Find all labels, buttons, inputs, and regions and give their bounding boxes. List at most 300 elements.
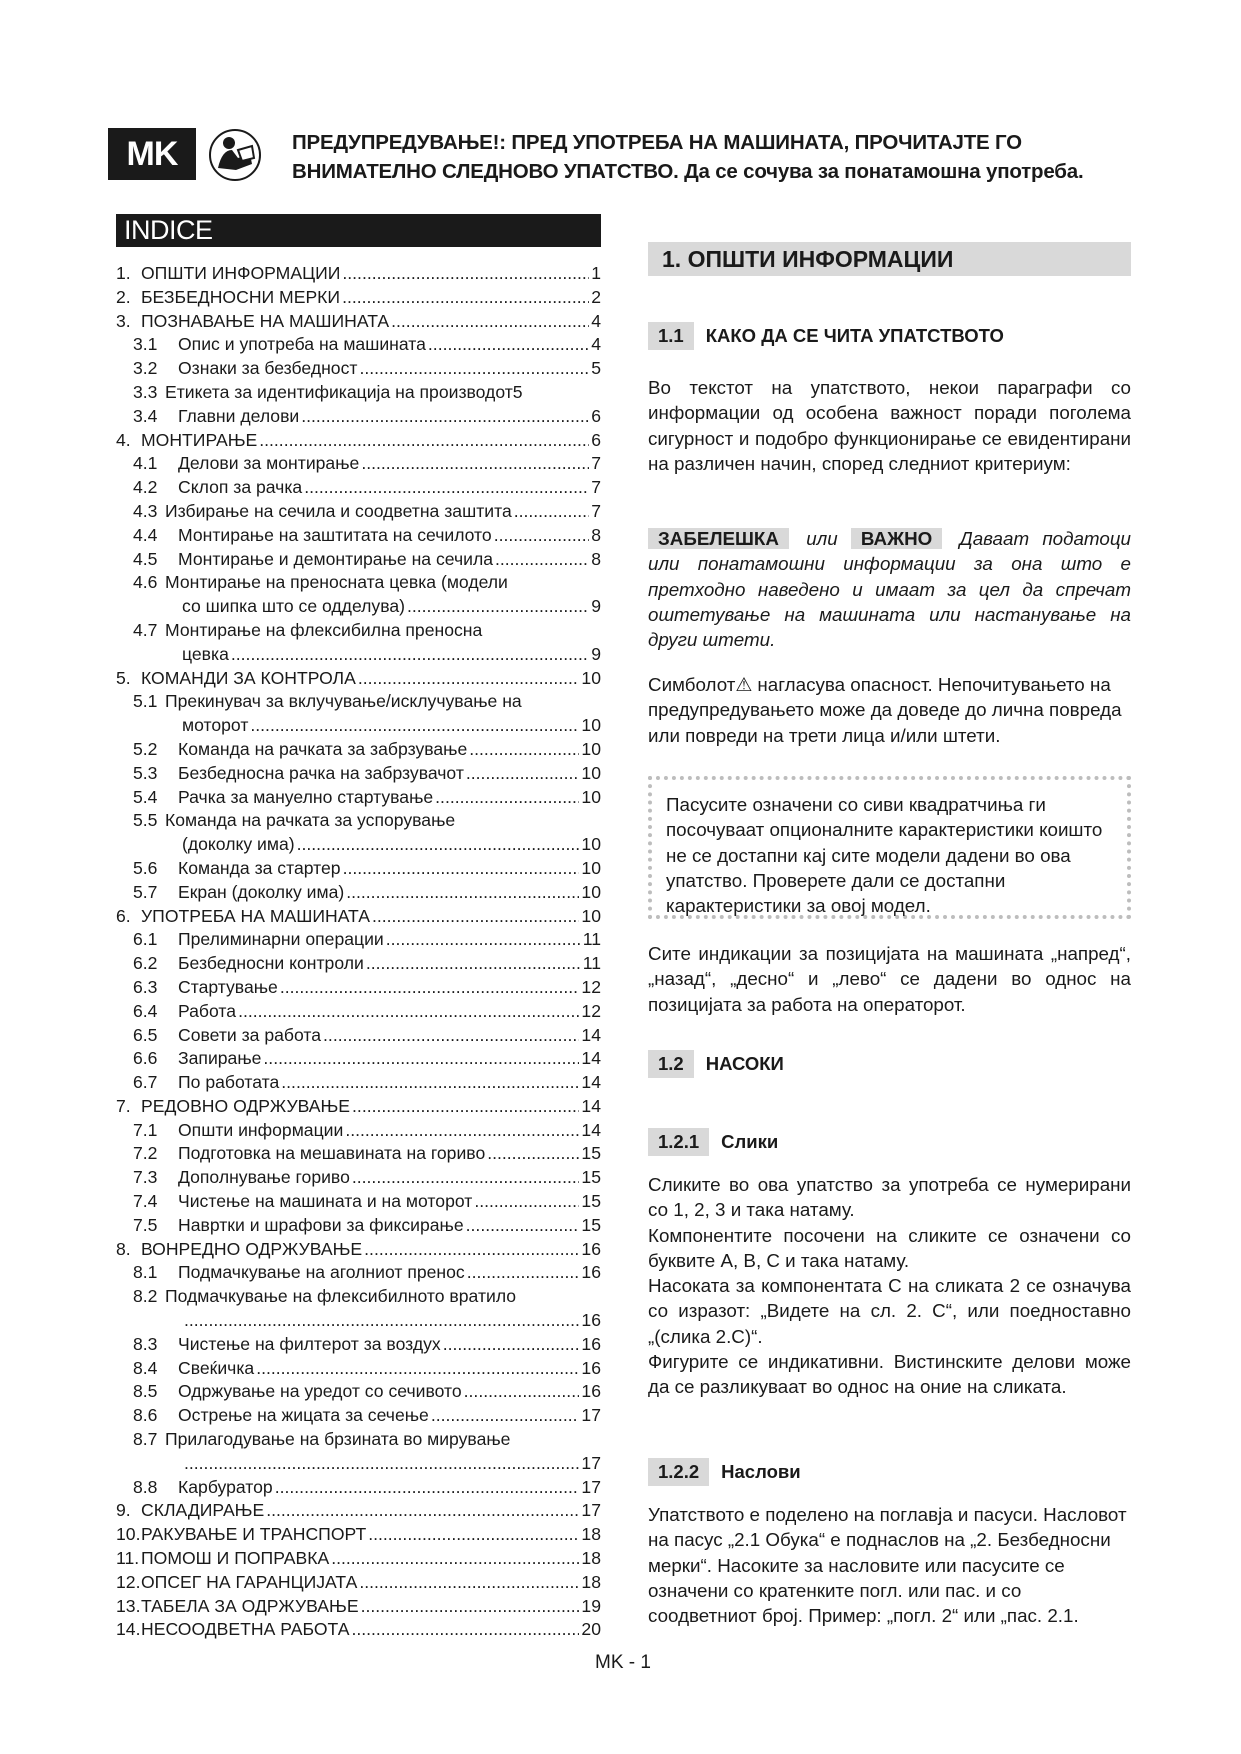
toc-entry[interactable] bbox=[116, 1238, 601, 1262]
toc-title: По работата bbox=[178, 1072, 280, 1093]
toc-title: Острење на жицата за сечење bbox=[178, 1405, 429, 1426]
toc-title: INDICE bbox=[116, 214, 601, 247]
toc-leader bbox=[256, 1357, 579, 1381]
toc-entry[interactable] bbox=[116, 952, 601, 976]
components-text: Компонентите посочени на сликите се означени со буквите А, B, C и така натаму. bbox=[648, 1224, 1131, 1271]
toc-entry[interactable] bbox=[116, 1476, 601, 1500]
toc-title: Запирање bbox=[178, 1048, 262, 1069]
toc-title: Избирање на сечила и соодветна заштита bbox=[165, 500, 512, 521]
toc-leader bbox=[358, 667, 580, 691]
toc-page: 2 bbox=[591, 286, 601, 307]
toc-entry[interactable] bbox=[116, 1261, 601, 1285]
toc-entry[interactable] bbox=[116, 881, 601, 905]
toc-entry[interactable] bbox=[116, 1285, 601, 1333]
toc-number: 5.5 bbox=[133, 810, 158, 831]
toc-title: ПОЗНАВАЊЕ НА МАШИНАТА bbox=[141, 310, 390, 331]
toc-page: 18 bbox=[581, 1524, 601, 1545]
toc-title: Опис и употреба на машината bbox=[178, 334, 426, 355]
toc-page: 16 bbox=[581, 1333, 601, 1354]
toc-title: Монтирање на заштитата на сечилото bbox=[178, 524, 492, 545]
toc-number: 6.2 bbox=[133, 953, 158, 974]
warn-prefix: Симболот bbox=[648, 674, 736, 695]
toc-leader bbox=[343, 857, 580, 881]
toc-number: 3.3 bbox=[133, 381, 158, 402]
heading-number: 1.2.2 bbox=[648, 1458, 709, 1486]
toc-leader bbox=[280, 976, 580, 1000]
toc-number: 8.4 bbox=[133, 1357, 158, 1378]
toc-page: 11 bbox=[582, 953, 601, 974]
toc-entry[interactable] bbox=[116, 928, 601, 952]
toc-title: Команда за стартер bbox=[178, 857, 341, 878]
language-badge: MK bbox=[108, 128, 196, 180]
toc-leader bbox=[443, 1333, 580, 1357]
toc-title: НЕСООДВЕТНА РАБОТА bbox=[141, 1619, 350, 1640]
toc-title: Прилагодување на брзината во мирување bbox=[165, 1429, 511, 1450]
toc-number: 5.7 bbox=[133, 881, 158, 902]
toc-page: 14 bbox=[581, 1072, 601, 1093]
toc-entry[interactable] bbox=[116, 809, 601, 857]
toc-title: Совети за работа bbox=[178, 1024, 322, 1045]
toc-page: 17 bbox=[581, 1476, 601, 1497]
toc-entry[interactable] bbox=[116, 1071, 601, 1095]
toc-leader bbox=[266, 1499, 579, 1523]
figures-paragraphs bbox=[648, 1172, 1131, 1400]
read-manual-icon bbox=[208, 128, 262, 182]
toc-entry[interactable] bbox=[116, 1119, 601, 1143]
toc-number: 7.2 bbox=[133, 1143, 158, 1164]
toc-number: 3.4 bbox=[133, 405, 158, 426]
toc-entry[interactable] bbox=[116, 452, 601, 476]
toc-entry[interactable] bbox=[116, 286, 601, 310]
toc-title: Прелиминарни операции bbox=[178, 929, 384, 950]
heading-title: НАСОКИ bbox=[705, 1053, 784, 1074]
toc-number: 6.3 bbox=[133, 976, 158, 997]
toc-title: Дополнување гориво bbox=[178, 1167, 350, 1188]
toc-leader bbox=[259, 429, 589, 453]
toc-title: Делови за монтирање bbox=[178, 453, 360, 474]
figures-text: Сликите во ова упатство за употреба се нумерирани со 1, 2, 3 и така натаму. bbox=[648, 1174, 1131, 1221]
toc-number: 8.1 bbox=[133, 1262, 158, 1283]
toc-leader bbox=[342, 262, 589, 286]
section-heading-1-2-2 bbox=[648, 1458, 801, 1486]
note-paragraph bbox=[648, 526, 1131, 656]
toc-title: Главни делови bbox=[178, 405, 300, 426]
toc-number: 2. bbox=[116, 286, 131, 307]
toc-entry[interactable] bbox=[116, 357, 601, 381]
section-heading-1: 1. ОПШТИ ИНФОРМАЦИИ bbox=[648, 242, 1131, 276]
toc-entry[interactable] bbox=[116, 1000, 601, 1024]
toc-page: 14 bbox=[581, 1048, 601, 1069]
toc-number: 7.5 bbox=[133, 1214, 158, 1235]
toc-title: КОМАНДИ ЗА КОНТРОЛА bbox=[141, 667, 356, 688]
heading-title: Наслови bbox=[721, 1461, 801, 1482]
toc-entry[interactable] bbox=[116, 667, 601, 691]
danger-paragraph bbox=[648, 672, 1131, 748]
toc-number: 3. bbox=[116, 310, 131, 331]
toc-leader bbox=[514, 500, 589, 524]
toc-title: СКЛАДИРАЊЕ bbox=[141, 1500, 265, 1521]
toc-leader bbox=[351, 1618, 579, 1642]
toc-entry[interactable] bbox=[116, 1047, 601, 1071]
toc-leader bbox=[364, 1238, 579, 1262]
toc-number: 4.7 bbox=[133, 619, 158, 640]
toc-page: 16 bbox=[581, 1310, 601, 1331]
toc-title: Екран (доколку има) bbox=[178, 881, 345, 902]
toc-entry[interactable] bbox=[116, 1523, 601, 1547]
toc-page: 19 bbox=[581, 1595, 601, 1616]
toc-number: 5.1 bbox=[133, 691, 158, 712]
toc-page: 16 bbox=[581, 1357, 601, 1378]
toc-number: 10. bbox=[116, 1524, 141, 1545]
toc-entry[interactable] bbox=[116, 1024, 601, 1048]
toc-entry[interactable] bbox=[116, 310, 601, 334]
toc-leader bbox=[368, 1523, 579, 1547]
toc-title: Свеќичка bbox=[178, 1357, 255, 1378]
toc-title: БЕЗБЕДНОСНИ МЕРКИ bbox=[141, 286, 341, 307]
toc-leader bbox=[352, 1095, 579, 1119]
heading-title: КАКО ДА СЕ ЧИТА УПАТСТВОТО bbox=[705, 325, 1004, 346]
toc-page: 10 bbox=[581, 667, 601, 688]
toc-number: 7.4 bbox=[133, 1191, 158, 1212]
toc-title: РАКУВАЊЕ И ТРАНСПОРТ bbox=[141, 1524, 367, 1545]
toc-leader bbox=[275, 1476, 580, 1500]
toc-leader bbox=[407, 595, 589, 619]
toc-number: 1. bbox=[116, 263, 131, 283]
toc-title: Безбедносни контроли bbox=[178, 953, 364, 974]
toc-page: 5 bbox=[512, 381, 523, 402]
toc-title: Карбуратор bbox=[178, 1476, 273, 1497]
toc-page: 5 bbox=[591, 358, 601, 379]
toc-number: 6.1 bbox=[133, 929, 158, 950]
toc-title: Прекинувач за вклучување/исклучување на bbox=[165, 691, 522, 712]
toc-entry[interactable] bbox=[116, 976, 601, 1000]
toc-title: Работа bbox=[178, 1000, 237, 1021]
note-text: Даваат податоци или понатамошни информации за она што е претходно наведено и имаат за цел да спречат оштетување на машината или настанување на други штети. bbox=[648, 528, 1131, 651]
toc-title-cont: со шипка што се одделува) bbox=[182, 596, 405, 617]
toc-entry[interactable] bbox=[116, 429, 601, 453]
toc-number: 8.5 bbox=[133, 1381, 158, 1402]
toc-page: 10 bbox=[581, 762, 601, 783]
toc-leader bbox=[469, 738, 579, 762]
reference-text: Насоката за компонентата C на сликата 2 се означува со изразот: „Видете на сл. 2. C“, или поедноставно „(слика 2.C)“. bbox=[648, 1275, 1131, 1347]
toc-entry[interactable] bbox=[116, 786, 601, 810]
note-or: или bbox=[792, 528, 851, 549]
section-heading-1-1 bbox=[648, 322, 1004, 350]
toc-leader bbox=[487, 1142, 579, 1166]
toc-title: ОПШТИ ИНФОРМАЦИИ bbox=[141, 263, 341, 283]
toc-page: 7 bbox=[591, 477, 601, 498]
toc-leader bbox=[366, 952, 581, 976]
toc-page: 7 bbox=[591, 453, 601, 474]
toc-page: 15 bbox=[581, 1214, 601, 1235]
toc-title: Монтирање на флексибилна преносна bbox=[165, 619, 483, 640]
toc-leader bbox=[431, 1404, 580, 1428]
toc-title: Ознаки за безбедност bbox=[178, 358, 358, 379]
toc-page: 15 bbox=[581, 1191, 601, 1212]
toc-page: 16 bbox=[581, 1381, 601, 1402]
toc-leader bbox=[467, 1261, 580, 1285]
toc-page: 15 bbox=[581, 1143, 601, 1164]
section-heading-1-2-1 bbox=[648, 1128, 778, 1156]
positions-paragraph: Сите индикации за позицијата на машината „напред“, „назад“, „десно“ и „лево“ се дадени во однос на позицијата за работа на операторот. bbox=[648, 943, 1131, 1015]
toc-number: 5.4 bbox=[133, 786, 158, 807]
toc-entry[interactable] bbox=[116, 1380, 601, 1404]
toc-page: 6 bbox=[591, 429, 601, 450]
heading-number: 1.1 bbox=[648, 322, 694, 350]
toc-leader bbox=[386, 928, 581, 952]
toc-page: 14 bbox=[581, 1119, 601, 1140]
toc-number: 5.6 bbox=[133, 857, 158, 878]
toc-page: 10 bbox=[581, 881, 601, 902]
toc-entry[interactable] bbox=[116, 333, 601, 357]
toc-leader bbox=[250, 714, 579, 738]
toc-page: 10 bbox=[581, 786, 601, 807]
toc-entry[interactable] bbox=[116, 476, 601, 500]
toc-title: ОПСЕГ НА ГАРАНЦИЈАТА bbox=[141, 1571, 358, 1592]
toc-number: 7. bbox=[116, 1095, 131, 1116]
toc-number: 3.2 bbox=[133, 358, 158, 379]
toc-page: 20 bbox=[581, 1619, 601, 1640]
toc-page: 10 bbox=[581, 738, 601, 759]
toc-leader bbox=[345, 1119, 579, 1143]
toc-title: Навртки и шрафови за фиксирање bbox=[178, 1214, 464, 1235]
warning-rest: Да се сочува за понатамошна употреба. bbox=[678, 160, 1084, 183]
toc-title-cont: цевка bbox=[182, 643, 229, 664]
toc-leader bbox=[361, 1595, 580, 1619]
toc-number: 5.3 bbox=[133, 762, 158, 783]
toc-leader bbox=[428, 333, 589, 357]
toc-title: Подмачкување на аголниот пренос bbox=[178, 1262, 465, 1283]
toc-page: 8 bbox=[591, 524, 601, 545]
toc-page: 18 bbox=[581, 1548, 601, 1569]
toc-number: 6.7 bbox=[133, 1072, 158, 1093]
toc-entry[interactable] bbox=[116, 1357, 601, 1381]
toc-title: Одржување на уредот со сечивото bbox=[178, 1381, 462, 1402]
toc-page: 17 bbox=[581, 1452, 601, 1473]
toc-title: Етикета за идентификација на производот bbox=[165, 381, 513, 402]
toc-page: 6 bbox=[591, 405, 601, 426]
toc-leader bbox=[466, 1214, 580, 1238]
section-heading-1-2 bbox=[648, 1050, 784, 1078]
toc-entry[interactable] bbox=[116, 571, 601, 619]
toc-page: 8 bbox=[591, 548, 601, 569]
toc-leader bbox=[466, 762, 580, 786]
toc-page: 17 bbox=[581, 1405, 601, 1426]
toc-entry[interactable] bbox=[116, 619, 601, 667]
toc-number: 5. bbox=[116, 667, 131, 688]
toc-entry[interactable] bbox=[116, 1571, 601, 1595]
toc-leader bbox=[184, 1452, 579, 1476]
heading-number: 1.2.1 bbox=[648, 1128, 709, 1156]
toc-leader bbox=[359, 357, 589, 381]
heading-title: Слики bbox=[721, 1131, 779, 1152]
toc-number: 6. bbox=[116, 905, 131, 926]
toc-title: ПОМОШ И ПОПРАВКА bbox=[141, 1548, 330, 1569]
important-tag: ВАЖНО bbox=[851, 528, 942, 549]
toc-title: Подготовка на мешавината на гориво bbox=[178, 1143, 486, 1164]
toc-entry[interactable] bbox=[116, 262, 601, 286]
toc-page: 1 bbox=[591, 263, 601, 283]
toc-leader bbox=[352, 1166, 580, 1190]
toc-leader bbox=[346, 881, 579, 905]
toc-leader bbox=[301, 405, 589, 429]
toc-title: Стартување bbox=[178, 976, 278, 997]
toc-entry[interactable] bbox=[116, 1166, 601, 1190]
toc-entry[interactable] bbox=[116, 1618, 601, 1642]
toc-number: 8.6 bbox=[133, 1405, 158, 1426]
toc-entry[interactable] bbox=[116, 1333, 601, 1357]
toc-number: 11. bbox=[116, 1548, 140, 1569]
toc-leader bbox=[391, 310, 589, 334]
toc-page: 9 bbox=[591, 596, 601, 617]
toc-number: 4.1 bbox=[133, 453, 158, 474]
toc-entry[interactable] bbox=[116, 500, 601, 524]
toc-entry[interactable] bbox=[116, 690, 601, 738]
toc-title: Монтирање и демонтирање на сечила bbox=[178, 548, 493, 569]
toc-title: МОНТИРАЊЕ bbox=[141, 429, 258, 450]
toc-page: 14 bbox=[581, 1095, 601, 1116]
toc-number: 8.2 bbox=[133, 1286, 158, 1307]
toc-entry[interactable] bbox=[116, 1142, 601, 1166]
toc-page: 10 bbox=[581, 715, 601, 736]
toc-entry[interactable] bbox=[116, 1595, 601, 1619]
toc-number: 8.8 bbox=[133, 1476, 158, 1497]
toc-page: 7 bbox=[591, 500, 601, 521]
toc-entry[interactable] bbox=[116, 905, 601, 929]
toc-entry[interactable] bbox=[116, 857, 601, 881]
toc-entry[interactable] bbox=[116, 1214, 601, 1238]
table-of-contents bbox=[116, 262, 601, 1642]
toc-page: 18 bbox=[581, 1571, 601, 1592]
toc-title: Рачка за мануелно стартување bbox=[178, 786, 434, 807]
toc-entry[interactable] bbox=[116, 738, 601, 762]
page-number: MK - 1 bbox=[595, 1652, 651, 1673]
toc-number: 8.3 bbox=[133, 1333, 158, 1354]
toc-number: 6.4 bbox=[133, 1000, 158, 1021]
toc-number: 12. bbox=[116, 1571, 141, 1592]
toc-entry[interactable] bbox=[116, 1499, 601, 1523]
toc-title: Безбедносна рачка на забрзувачот bbox=[178, 762, 464, 783]
toc-page: 15 bbox=[581, 1167, 601, 1188]
warning-bold: ПРЕДУПРЕДУВАЊЕ!: ПРЕД УПОТРЕБА НА МАШИНАТА, ПРОЧИТАЈТЕ ГО ВНИМАТЕЛНО СЛЕДНОВО УПАТСТВО. bbox=[292, 131, 1022, 183]
toc-leader bbox=[331, 1547, 579, 1571]
toc-page: 10 bbox=[581, 834, 601, 855]
toc-title: Склоп за рачка bbox=[178, 477, 303, 498]
toc-number: 7.1 bbox=[133, 1119, 158, 1140]
toc-number: 4.5 bbox=[133, 548, 158, 569]
toc-page: 14 bbox=[581, 1024, 601, 1045]
toc-number: 4.2 bbox=[133, 477, 158, 498]
optional-features-box: Пасусите означени со сиви квадратчиња ги посочуваат опционалните карактеристики коишто не се достапни кај сите модели дадени во ова упатство. Проверете дали се достапни карактеристики за овој модел. bbox=[648, 776, 1131, 919]
toc-leader bbox=[435, 786, 579, 810]
titles-paragraph: Упатството е поделено на поглавја и пасуси. Насловот на пасус „2.1 Обука“ е поднаслов на „2. Безбедносни мерки“. Насоките за насловите или пасусите се означени со кратенките погл. или пас. и со соодветниот број. Пример: „погл. 2“ или „пас. 2.1. bbox=[648, 1504, 1127, 1627]
toc-leader bbox=[342, 286, 589, 310]
toc-entry[interactable] bbox=[116, 1404, 601, 1428]
toc-entry[interactable] bbox=[116, 1190, 601, 1214]
toc-number: 14. bbox=[116, 1619, 141, 1640]
toc-leader bbox=[372, 905, 579, 929]
toc-page: 10 bbox=[581, 905, 601, 926]
toc-entry[interactable] bbox=[116, 1428, 601, 1476]
toc-page: 12 bbox=[581, 1000, 601, 1021]
note-tag: ЗАБЕЛЕШКА bbox=[648, 528, 789, 549]
toc-number: 6.6 bbox=[133, 1048, 158, 1069]
toc-number: 13. bbox=[116, 1595, 141, 1616]
toc-title: Подмачкување на флексибилното вратило bbox=[165, 1286, 517, 1307]
toc-title-cont: (доколку има) bbox=[182, 834, 295, 855]
toc-entry[interactable] bbox=[116, 405, 601, 429]
toc-number: 4.3 bbox=[133, 500, 158, 521]
toc-title: Општи информации bbox=[178, 1119, 344, 1140]
toc-leader bbox=[281, 1071, 579, 1095]
toc-number: 4.4 bbox=[133, 524, 158, 545]
toc-leader bbox=[495, 548, 589, 572]
toc-number: 6.5 bbox=[133, 1024, 158, 1045]
toc-leader bbox=[359, 1571, 579, 1595]
toc-leader bbox=[238, 1000, 579, 1024]
safety-warning bbox=[292, 128, 1152, 186]
toc-title: Команда на рачката за успорување bbox=[165, 810, 456, 831]
toc-leader bbox=[323, 1024, 579, 1048]
toc-page: 4 bbox=[591, 310, 601, 331]
toc-number: 7.3 bbox=[133, 1167, 158, 1188]
toc-entry[interactable] bbox=[116, 1547, 601, 1571]
heading-number: 1.2 bbox=[648, 1050, 694, 1078]
toc-page: 11 bbox=[582, 929, 601, 950]
toc-page: 12 bbox=[581, 976, 601, 997]
toc-title: Чистење на машината и на моторот bbox=[178, 1191, 473, 1212]
toc-leader bbox=[474, 1190, 579, 1214]
toc-number: 3.1 bbox=[133, 334, 158, 355]
toc-number: 8. bbox=[116, 1238, 131, 1259]
toc-page: 9 bbox=[591, 643, 601, 664]
toc-page: 16 bbox=[581, 1262, 601, 1283]
toc-page: 16 bbox=[581, 1238, 601, 1259]
toc-title: Монтирање на преносната цевка (модели bbox=[165, 572, 508, 593]
toc-page: 4 bbox=[591, 334, 601, 355]
toc-title: УПОТРЕБА НА МАШИНАТА bbox=[141, 905, 370, 926]
toc-title: Чистење на филтерот за воздух bbox=[178, 1333, 441, 1354]
toc-number: 5.2 bbox=[133, 738, 158, 759]
toc-number: 4. bbox=[116, 429, 131, 450]
warn-text: нагласува опасност. Непочитувањето на предупредувањето може да доведе до лична повреда или повреди на трети лица и/или штети. bbox=[648, 674, 1122, 746]
toc-leader bbox=[464, 1380, 580, 1404]
toc-entry[interactable] bbox=[116, 381, 601, 405]
toc-page: 10 bbox=[581, 857, 601, 878]
toc-title: РЕДОВНО ОДРЖУВАЊЕ bbox=[141, 1095, 351, 1116]
toc-leader bbox=[184, 1309, 579, 1333]
toc-leader bbox=[494, 524, 590, 548]
toc-title: ВОНРЕДНО ОДРЖУВАЊЕ bbox=[141, 1238, 363, 1259]
toc-entry[interactable] bbox=[116, 548, 601, 572]
toc-leader bbox=[361, 452, 589, 476]
toc-entry[interactable] bbox=[116, 762, 601, 786]
toc-leader bbox=[263, 1047, 579, 1071]
toc-title: ТАБЕЛА ЗА ОДРЖУВАЊЕ bbox=[141, 1595, 359, 1616]
indicative-text: Фигурите се индикативни. Вистинските делови може да се разликуваат во однос на оние на сликата. bbox=[648, 1351, 1131, 1398]
toc-leader bbox=[304, 476, 589, 500]
toc-title-cont: моторот bbox=[182, 715, 249, 736]
toc-leader bbox=[231, 643, 589, 667]
toc-number: 9. bbox=[116, 1500, 131, 1521]
toc-number: 8.7 bbox=[133, 1429, 158, 1450]
warning-triangle-icon: ⚠ bbox=[735, 674, 753, 695]
toc-entry[interactable] bbox=[116, 524, 601, 548]
toc-number: 4.6 bbox=[133, 572, 158, 593]
toc-page: 17 bbox=[581, 1500, 601, 1521]
toc-entry[interactable] bbox=[116, 1095, 601, 1119]
toc-leader bbox=[297, 833, 580, 857]
